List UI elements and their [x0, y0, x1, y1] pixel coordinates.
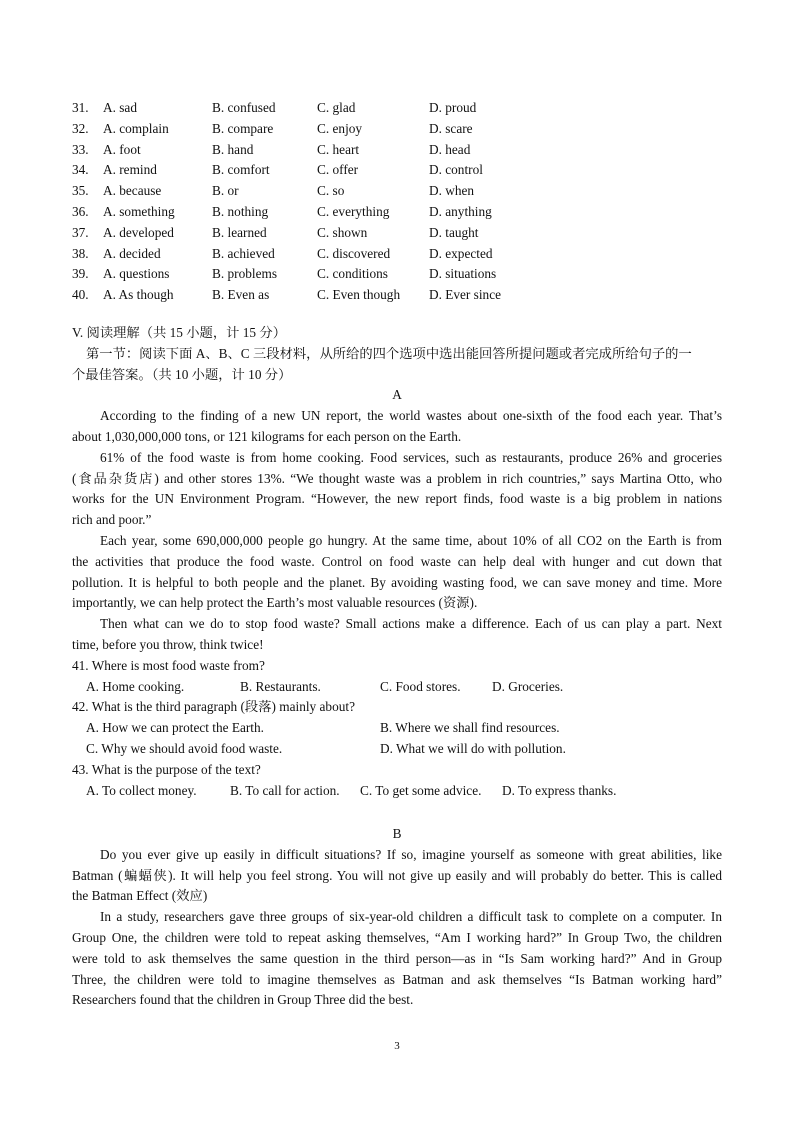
passage-line: According to the finding of a new UN report, the world wastes about one-sixth of the food each year. That’s [100, 408, 722, 424]
option-c[interactable]: C. everything [317, 203, 390, 219]
passage-line: Do you ever give up easily in difficult situations? If so, imagine yourself as someone with great abilities, like [100, 846, 722, 862]
cloze-row [72, 160, 722, 181]
option-a[interactable]: A. sad [103, 100, 137, 115]
option-b[interactable]: B. compare [212, 120, 274, 136]
option-a[interactable]: A. decided [103, 245, 161, 261]
question-42-options-row1 [72, 718, 722, 739]
passage-line: 61% of the food waste is from home cooking. Food services, such as restaurants, produce 26% and groceries [100, 449, 722, 465]
page-number: 3 [394, 1040, 400, 1052]
option-a[interactable]: A. complain [103, 120, 169, 136]
option-c[interactable]: C. Even though [317, 287, 401, 303]
cloze-options-table [72, 98, 722, 306]
question-number: 36. [72, 203, 89, 219]
option-d[interactable]: D. situations [429, 266, 497, 282]
question-number: 33. [72, 141, 89, 157]
option-a[interactable]: A. something [103, 203, 175, 219]
passage-line: the activities that produce the food waste. Control on food waste can help deal with hunger and cut down that [72, 553, 722, 569]
question-41-options [72, 677, 722, 698]
option-a[interactable]: A. developed [103, 224, 174, 240]
option[interactable]: A. To collect money. [86, 782, 197, 798]
cloze-row [72, 119, 722, 140]
option-d[interactable]: D. when [429, 183, 475, 199]
option-b[interactable]: B. Even as [212, 287, 270, 303]
option-c[interactable]: C. discovered [317, 245, 391, 261]
question-number: 37. [72, 224, 89, 240]
passage-a-questions [72, 656, 722, 802]
option[interactable]: D. Groceries. [492, 678, 564, 694]
option-b[interactable]: B. nothing [212, 203, 269, 219]
option[interactable]: D. What we will do with pollution. [380, 740, 566, 756]
passage-line: the Batman Effect (效应) [72, 888, 208, 904]
option-d[interactable]: D. control [429, 162, 483, 178]
option-b[interactable]: B. hand [212, 141, 254, 157]
option-c[interactable]: C. shown [317, 224, 368, 240]
passage-a-text [72, 406, 722, 656]
instructions-line-2: 个最佳答案。（共 10 小题，计 10 分） [72, 366, 292, 382]
question-number: 31. [72, 100, 89, 115]
section-title: V. 阅读理解（共 15 小题，计 15 分） [72, 325, 286, 340]
instructions-line-1: 第一节：阅读下面 A、B、C 三段材料，从所给的四个选项中选出能回答所提问题或者完成所给句子的一 [86, 345, 692, 361]
option-c[interactable]: C. heart [317, 141, 360, 157]
option-c[interactable]: C. enjoy [317, 120, 363, 136]
option-b[interactable]: B. learned [212, 224, 267, 240]
option-b[interactable]: B. comfort [212, 162, 270, 178]
question-43-options [72, 781, 722, 802]
option-d[interactable]: D. scare [429, 120, 473, 136]
option-b[interactable]: B. problems [212, 266, 278, 282]
passage-b [72, 824, 722, 1011]
option[interactable]: C. Food stores. [380, 678, 461, 694]
passage-line: Researchers found that the children in Group Three did the best. [72, 992, 414, 1008]
question-number: 39. [72, 266, 89, 282]
cloze-row [72, 244, 722, 265]
option-c[interactable]: C. conditions [317, 266, 388, 282]
option[interactable]: B. Where we shall find resources. [380, 720, 560, 736]
question-number: 38. [72, 245, 89, 261]
option[interactable]: A. How we can protect the Earth. [86, 720, 264, 736]
cloze-row [72, 202, 722, 223]
option[interactable]: C. To get some advice. [360, 782, 482, 798]
question-number: 40. [72, 287, 89, 303]
option-a[interactable]: A. foot [103, 141, 141, 157]
passage-line: Then what can we do to stop food waste? Small actions make a difference. Each of us can play a part. Next [100, 616, 722, 632]
question-42-stem: 42. What is the third paragraph (段落) mainly about? [72, 699, 355, 715]
passage-line: Batman (蝙蝠侠). It will help you feel strong. You will not give up easily and will probably do better. This is called [72, 867, 722, 883]
passage-line: about 1,030,000,000 tons, or 121 kilograms for each person on the Earth. [72, 428, 462, 444]
option[interactable]: C. Why we should avoid food waste. [86, 740, 283, 756]
question-number: 32. [72, 120, 89, 136]
option-c[interactable]: C. glad [317, 100, 356, 115]
option-c[interactable]: C. offer [317, 162, 359, 178]
passage-line: Each year, some 690,000,000 people go hungry. At the same time, about 10% of all CO2 on the Earth is from [100, 532, 722, 548]
passage-line: were told to ask themselves the same question in the third person—as in “Is Sam working hard?” And in Group [72, 950, 722, 966]
option[interactable]: A. Home cooking. [86, 678, 185, 694]
reading-section [72, 323, 722, 801]
passage-line: rich and poor.” [72, 512, 152, 528]
question-number: 35. [72, 183, 89, 199]
option-d[interactable]: D. Ever since [429, 287, 501, 303]
question-number: 34. [72, 162, 89, 178]
passage-line: works for the UN Environment Program. “However, the new report finds, food waste is a big problem in nations [72, 491, 722, 507]
option-b[interactable]: B. achieved [212, 245, 275, 261]
option-d[interactable]: D. head [429, 141, 471, 157]
passage-line: In a study, researchers gave three groups of six-year-old children a difficult task to complete on a computer. In [100, 909, 722, 925]
passage-line: Three, the children were told to imagine themselves as Batman and ask themselves “Is Batman working hard” [72, 971, 722, 987]
cloze-row [72, 181, 722, 202]
passage-b-label: B [392, 826, 402, 841]
option[interactable]: B. To call for action. [230, 782, 340, 798]
option-a[interactable]: A. As though [103, 287, 174, 303]
option[interactable]: B. Restaurants. [240, 678, 321, 694]
option-d[interactable]: D. anything [429, 203, 492, 219]
option-b[interactable]: B. or [212, 183, 239, 199]
question-42-options-row2 [72, 739, 722, 760]
cloze-row [72, 264, 722, 285]
option[interactable]: D. To express thanks. [502, 782, 617, 798]
cloze-row [72, 98, 722, 119]
question-43-stem: 43. What is the purpose of the text? [72, 761, 261, 777]
passage-line: (食品杂货店) and other stores 13%. “We thought waste was a problem in rich countries,” says Martina Otto, who [72, 470, 722, 486]
option-d[interactable]: D. expected [429, 245, 493, 261]
passage-a-label: A [392, 387, 402, 403]
cloze-row [72, 285, 722, 306]
passage-line: time, before you throw, think twice! [72, 636, 264, 652]
question-41-stem: 41. Where is most food waste from? [72, 657, 265, 673]
option-a[interactable]: A. because [103, 183, 162, 199]
passage-line: importantly, we can help protect the Earth’s most valuable resources (资源). [72, 595, 478, 611]
option-d[interactable]: D. taught [429, 224, 479, 240]
passage-line: pollution. It is helpful to both people and the planet. By avoiding wasting food, we can save money and time. More [72, 574, 722, 590]
option-c[interactable]: C. so [317, 183, 345, 199]
option-d[interactable]: D. proud [429, 100, 477, 115]
option-a[interactable]: A. remind [103, 162, 157, 178]
cloze-row [72, 223, 722, 244]
option-a[interactable]: A. questions [103, 266, 170, 282]
passage-line: Group One, the children were told to repeat asking themselves, “Am I working hard?” In Group Two, the children [72, 929, 722, 945]
cloze-row [72, 140, 722, 161]
option-b[interactable]: B. confused [212, 100, 276, 115]
